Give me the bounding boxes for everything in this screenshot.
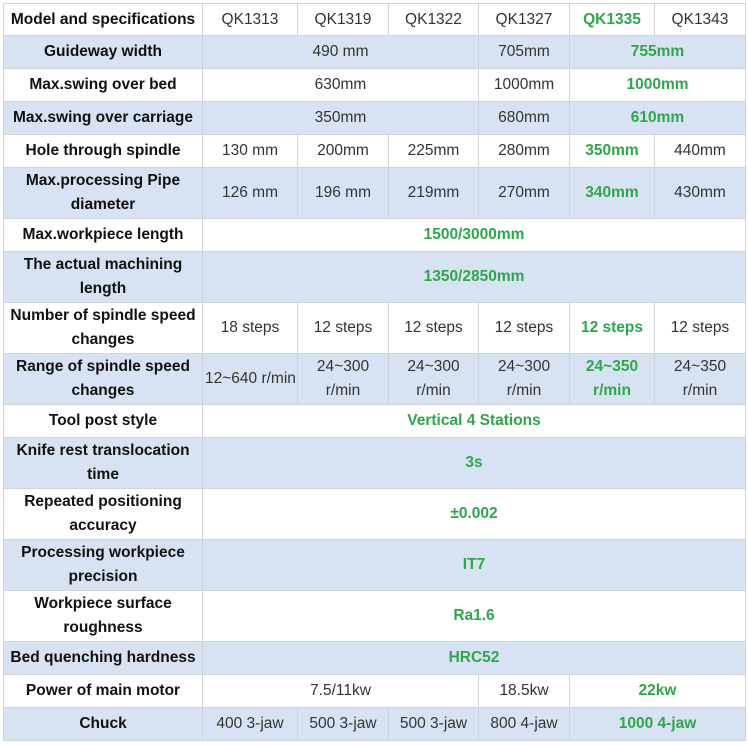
cell-value-highlighted: 1000 4-jaw [570,708,746,741]
cell-value-highlighted: 1000mm [570,69,746,102]
cell-value: 500 3-jaw [389,708,479,741]
cell-value: 24~350 r/min [655,354,746,405]
cell-value-highlighted: 12 steps [570,303,655,354]
cell-value: 24~300 r/min [479,354,570,405]
cell-value: 400 3-jaw [203,708,298,741]
cell-value: 18.5kw [479,675,570,708]
spec-table [3,3,746,741]
cell-value-highlighted: Vertical 4 Stations [203,405,746,438]
cell-value: 12~640 r/min [203,354,298,405]
row-label: Guideway width [4,36,203,69]
table-row [4,219,746,252]
row-label: Knife rest translocation time [4,438,203,489]
cell-value: 196 mm [298,168,389,219]
cell-value-highlighted: 1500/3000mm [203,219,746,252]
cell-value: 130 mm [203,135,298,168]
table-row [4,252,746,303]
cell-value: 12 steps [298,303,389,354]
cell-value: 680mm [479,102,570,135]
model-header: QK1322 [389,4,479,36]
row-label: Bed quenching hardness [4,642,203,675]
cell-value-highlighted: Ra1.6 [203,591,746,642]
row-label: Processing workpiece precision [4,540,203,591]
row-label: Power of main motor [4,675,203,708]
cell-value-highlighted: 610mm [570,102,746,135]
cell-value: 219mm [389,168,479,219]
cell-value: 24~300 r/min [298,354,389,405]
cell-value: 440mm [655,135,746,168]
model-header: QK1343 [655,4,746,36]
spec-table-wrapper [3,3,746,741]
table-row [4,354,746,405]
model-header: QK1327 [479,4,570,36]
cell-value: 490 mm [203,36,479,69]
table-row [4,405,746,438]
table-row [4,591,746,642]
cell-value-highlighted: 1350/2850mm [203,252,746,303]
cell-value-highlighted: 3s [203,438,746,489]
table-row [4,708,746,741]
table-row [4,102,746,135]
table-row [4,489,746,540]
cell-value: 7.5/11kw [203,675,479,708]
cell-value-highlighted: ±0.002 [203,489,746,540]
cell-value: 225mm [389,135,479,168]
cell-value-highlighted: 24~350 r/min [570,354,655,405]
row-label: Chuck [4,708,203,741]
cell-value: 24~300 r/min [389,354,479,405]
model-header: QK1319 [298,4,389,36]
cell-value: 12 steps [389,303,479,354]
cell-value-highlighted: 340mm [570,168,655,219]
cell-value: 800 4-jaw [479,708,570,741]
table-row [4,642,746,675]
cell-value: 126 mm [203,168,298,219]
row-label: Max.swing over carriage [4,102,203,135]
cell-value: 350mm [203,102,479,135]
cell-value-highlighted: 350mm [570,135,655,168]
row-label: Max.swing over bed [4,69,203,102]
row-label: Workpiece surface roughness [4,591,203,642]
cell-value: 630mm [203,69,479,102]
cell-value: 500 3-jaw [298,708,389,741]
cell-value: 18 steps [203,303,298,354]
cell-value: 200mm [298,135,389,168]
cell-value: 270mm [479,168,570,219]
table-row [4,69,746,102]
cell-value-highlighted: HRC52 [203,642,746,675]
table-row [4,675,746,708]
row-label: Max.processing Pipe diameter [4,168,203,219]
row-label: Range of spindle speed changes [4,354,203,405]
row-label: The actual machining length [4,252,203,303]
table-row [4,303,746,354]
cell-value-highlighted: IT7 [203,540,746,591]
cell-value: 12 steps [479,303,570,354]
row-label: Tool post style [4,405,203,438]
cell-value: 280mm [479,135,570,168]
model-header-highlighted: QK1335 [570,4,655,36]
row-label: Repeated positioning accuracy [4,489,203,540]
table-row [4,36,746,69]
cell-value: 430mm [655,168,746,219]
cell-value: 705mm [479,36,570,69]
row-label: Hole through spindle [4,135,203,168]
cell-value-highlighted: 755mm [570,36,746,69]
model-header: QK1313 [203,4,298,36]
row-label: Number of spindle speed changes [4,303,203,354]
table-row [4,168,746,219]
table-row [4,438,746,489]
table-row [4,540,746,591]
header-label: Model and specifications [4,4,203,36]
table-row [4,135,746,168]
cell-value-highlighted: 22kw [570,675,746,708]
table-header-row [4,4,746,36]
cell-value: 12 steps [655,303,746,354]
row-label: Max.workpiece length [4,219,203,252]
cell-value: 1000mm [479,69,570,102]
